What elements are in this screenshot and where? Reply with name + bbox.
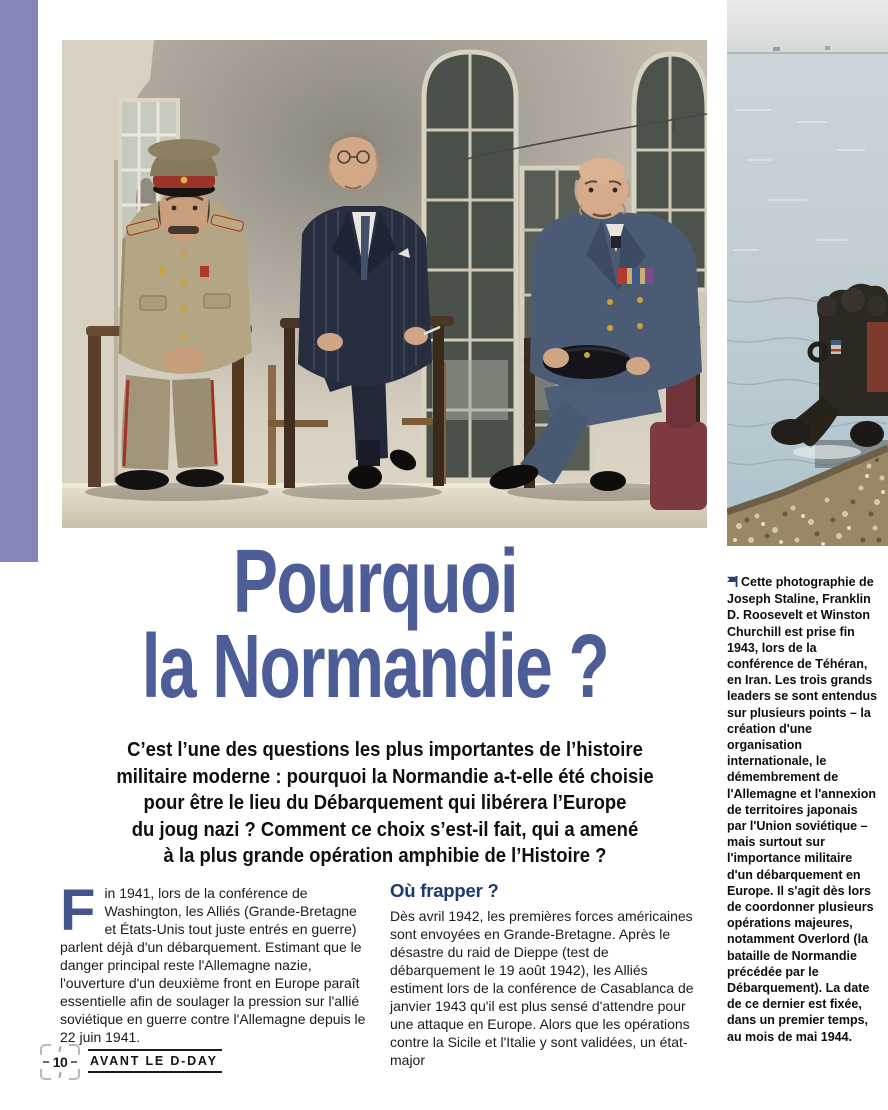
sub-heading: Où frapper ?	[390, 880, 499, 901]
paragraph-1	[60, 878, 366, 1046]
body-column-left	[60, 878, 366, 1046]
paragraph-1-text: in 1941, lors de la conférence de Washington, les Alliés (Grande-Bretagne et États-Unis tout juste entrés en guerre) parlent déjà d'un débarquement. Estimant que le danger principal reste l'Allemagne nazie, l'ouverture d'un deuxième front en Europe paraît essentielle afin de soulager la pression sur l'allié soviétique en guerre contre l'Allemagne depuis le 22 juin 1941.	[60, 885, 366, 1045]
page-title	[40, 532, 710, 717]
water-splash	[793, 445, 861, 459]
page-title-line1: Pourquoi	[232, 532, 518, 632]
photo-caption-text: Cette photographie de Joseph Staline, Franklin D. Roosevelt et Winston Churchill est prise fin 1943, lors de la conférence de Téhéran, en Iran. Les trois grands leaders se sont entendus sur plusieurs points – la création d'une organisation internationale, le démembrement de l'Allemagne et l'annexion de territoires japonais par l'Union soviétique – mais surtout sur l'importance militaire d'un débarquement en Europe. Il s'agit dès lors de coordonner plusieurs opérations majeures, notamment Overlord (la bataille de Normandie précédée par le Débarquement). La date de ce dernier est fixée, dans un premier temps, au mois de mai 1944.	[727, 575, 878, 1044]
badge-corner	[40, 1069, 51, 1080]
badge-corner	[69, 1069, 80, 1080]
flag-icon	[727, 575, 738, 591]
intro-line: pour être le lieu du Débarquement qui libérera l’Europe	[143, 791, 627, 814]
dropcap: F	[60, 878, 96, 943]
intro-line: C’est l’une des questions les plus importantes de l’histoire	[127, 738, 643, 761]
photo-caption	[727, 574, 880, 1045]
badge-tick	[58, 1072, 61, 1078]
intro-line: du joug nazi ? Comment ce choix s’est-il fait, qui a amené	[131, 817, 639, 841]
tehran-conference-illustration	[62, 40, 707, 528]
sky	[727, 0, 888, 58]
page-title-line2: la Normandie ?	[141, 617, 609, 717]
section-label: AVANT LE D-DAY	[88, 1049, 222, 1073]
page-number: 10	[52, 1054, 68, 1070]
left-accent-bar	[0, 0, 38, 562]
badge-tick	[58, 1046, 61, 1052]
ship-silhouette	[825, 46, 830, 50]
body-column-right	[390, 880, 695, 1069]
ship-silhouette	[773, 47, 780, 51]
page-number-badge	[40, 1044, 80, 1080]
beach-illustration	[727, 0, 888, 546]
tehran-conference-photo	[62, 40, 707, 528]
beach-photo	[727, 0, 888, 546]
intro-line: à la plus grande opération amphibie de l’Histoire ?	[163, 844, 607, 867]
intro-line: militaire moderne : pourquoi la Normandie a-t-elle été choisie	[116, 764, 654, 788]
intro-paragraph	[70, 737, 700, 870]
paragraph-2: Dès avril 1942, les premières forces américaines sont envoyées en Grande-Bretagne. Après le désastre du raid de Dieppe (test de débarquement le 19 août 1942), les Alliés estiment lors de la conférence de Casablanca de janvier 1943 qu'il est plus sensé d'attendre pour une attaque en Europe. Alors que les opérations contre la Sicile et l'Italie y sont validées, un état-major	[390, 908, 694, 1068]
